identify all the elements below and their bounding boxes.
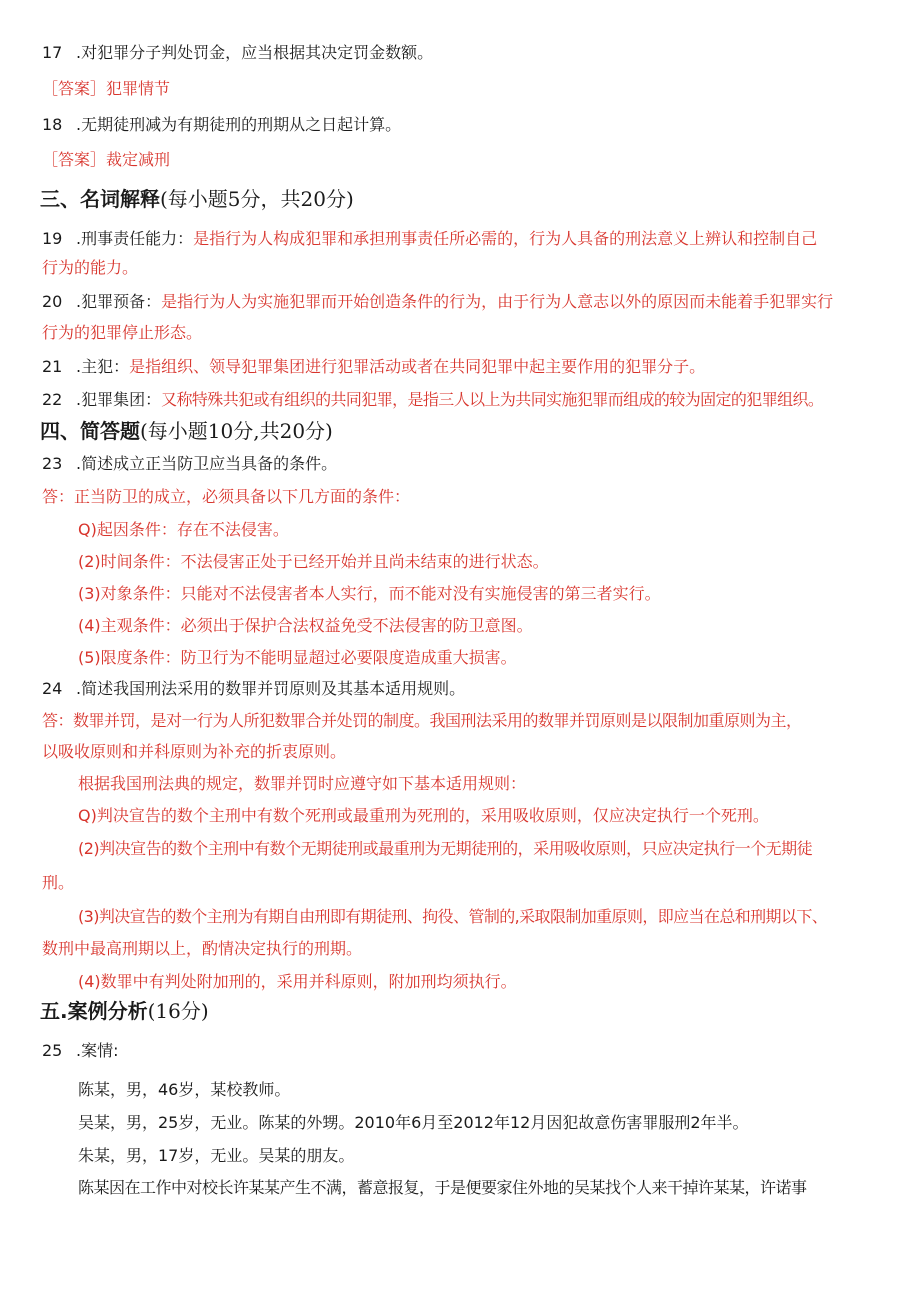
answer-24: 答：数罪并罚，是对一行为人所犯数罪合并处罚的制度。我国刑法采用的数罪并罚原则是以限制加重原则为主， [42, 711, 802, 730]
question-text: .简述成立正当防卫应当具备的条件。 [76, 454, 338, 473]
section-4-heading [40, 418, 333, 444]
question-number: 21 [42, 357, 63, 376]
question-20 [42, 291, 833, 313]
question-text: .案情: [76, 1041, 119, 1060]
question-22 [42, 389, 823, 411]
answer-24-continued: 以吸收原则和并科原则为补充的折衷原则。 [42, 742, 347, 761]
question-19 [42, 228, 817, 250]
term: .犯罪预备： [76, 292, 162, 311]
term: .主犯： [76, 357, 130, 376]
term: .刑事责任能力： [76, 229, 194, 248]
answer-17: ［答案］犯罪情节 [42, 79, 171, 98]
case-paragraph: 陈某，男，46岁，某校教师。 [78, 1080, 291, 1099]
section-note: (每小题5分，共20分) [160, 187, 354, 211]
rule-3-continued: 数刑中最高刑期以上，酌情决定执行的刑期。 [42, 939, 363, 958]
question-25 [42, 1040, 118, 1062]
question-number: 18 [42, 115, 63, 134]
definition-continued: 行为的能力。 [42, 258, 139, 277]
question-number: 25 [42, 1041, 63, 1060]
answer-18: ［答案］裁定减刑 [42, 150, 171, 169]
question-number: 24 [42, 679, 63, 698]
question-17 [42, 42, 433, 64]
section-3-heading [40, 186, 354, 212]
case-paragraph: 吴某，男，25岁，无业。陈某的外甥。2010年6月至2012年12月因犯故意伤害罪服刑2年半。 [78, 1113, 749, 1132]
definition: 又称特殊共犯或有组织的共同犯罪，是指三人以上为共同实施犯罪而组成的较为固定的犯罪组织。 [161, 390, 824, 409]
case-paragraph: 朱某，男，17岁，无业。吴某的朋友。 [78, 1146, 355, 1165]
section-note: (16分) [147, 999, 209, 1023]
section-title: 四、简答题 [40, 419, 140, 443]
question-text: .对犯罪分子判处罚金，应当根据其决定罚金数额。 [76, 43, 434, 62]
answer-item: (2)时间条件：不法侵害正处于已经开始并且尚未结束的进行状态。 [78, 552, 549, 571]
section-5-heading [40, 998, 209, 1024]
answer-item: (4)主观条件：必须出于保护合法权益免受不法侵害的防卫意图。 [78, 616, 533, 635]
answer-23: 答：正当防卫的成立，必须具备以下几方面的条件： [42, 487, 411, 506]
rule-2-continued: 刑。 [42, 873, 75, 892]
question-21 [42, 356, 705, 378]
answer-item: (3)对象条件：只能对不法侵害者本人实行，而不能对没有实施侵害的第三者实行。 [78, 584, 661, 603]
rule-2: (2)判决宣告的数个主刑中有数个无期徒刑或最重刑为无期徒刑的，采用吸收原则，只应决定执行一个无期徒 [78, 839, 813, 858]
rule-1: Q)判决宣告的数个主刑中有数个死刑或最重刑为死刑的，采用吸收原则，仅应决定执行一个死刑。 [78, 806, 769, 825]
question-24 [42, 678, 465, 700]
question-text: .无期徒刑减为有期徒刑的刑期从之日起计算。 [76, 115, 402, 134]
question-18 [42, 114, 401, 136]
section-title: 五.案例分析 [40, 999, 148, 1023]
answer-item: (5)限度条件：防卫行为不能明显超过必要限度造成重大损害。 [78, 648, 517, 667]
rule-4: (4)数罪中有判处附加刑的，采用并科原则，附加刑均须执行。 [78, 972, 517, 991]
definition: 是指组织、领导犯罪集团进行犯罪活动或者在共同犯罪中起主要作用的犯罪分子。 [129, 357, 706, 376]
question-number: 22 [42, 390, 63, 409]
question-number: 19 [42, 229, 63, 248]
rule-intro: 根据我国刑法典的规定，数罪并罚时应遵守如下基本适用规则： [78, 774, 527, 793]
question-text: .简述我国刑法采用的数罪并罚原则及其基本适用规则。 [76, 679, 466, 698]
question-23 [42, 453, 337, 475]
answer-item: Q)起因条件：存在不法侵害。 [78, 520, 289, 539]
definition-continued: 行为的犯罪停止形态。 [42, 323, 203, 342]
case-paragraph: 陈某因在工作中对校长许某某产生不满，蓄意报复，于是便要家住外地的吴某找个人来干掉许某某，许诺事 [78, 1178, 807, 1197]
section-note: (每小题10分,共20分) [140, 419, 333, 443]
question-number: 20 [42, 292, 63, 311]
definition: 是指行为人为实施犯罪而开始创造条件的行为，由于行为人意志以外的原因而未能着手犯罪实行 [161, 292, 834, 311]
definition: 是指行为人构成犯罪和承担刑事责任所必需的，行为人具备的刑法意义上辨认和控制自己 [193, 229, 818, 248]
rule-3: (3)判决宣告的数个主刑为有期自由刑即有期徒刑、拘役、管制的,采取限制加重原则，即应当在总和刑期以下、 [78, 907, 828, 926]
question-number: 17 [42, 43, 63, 62]
section-title: 三、名词解释 [40, 187, 160, 211]
term: .犯罪集团： [76, 390, 162, 409]
question-number: 23 [42, 454, 63, 473]
